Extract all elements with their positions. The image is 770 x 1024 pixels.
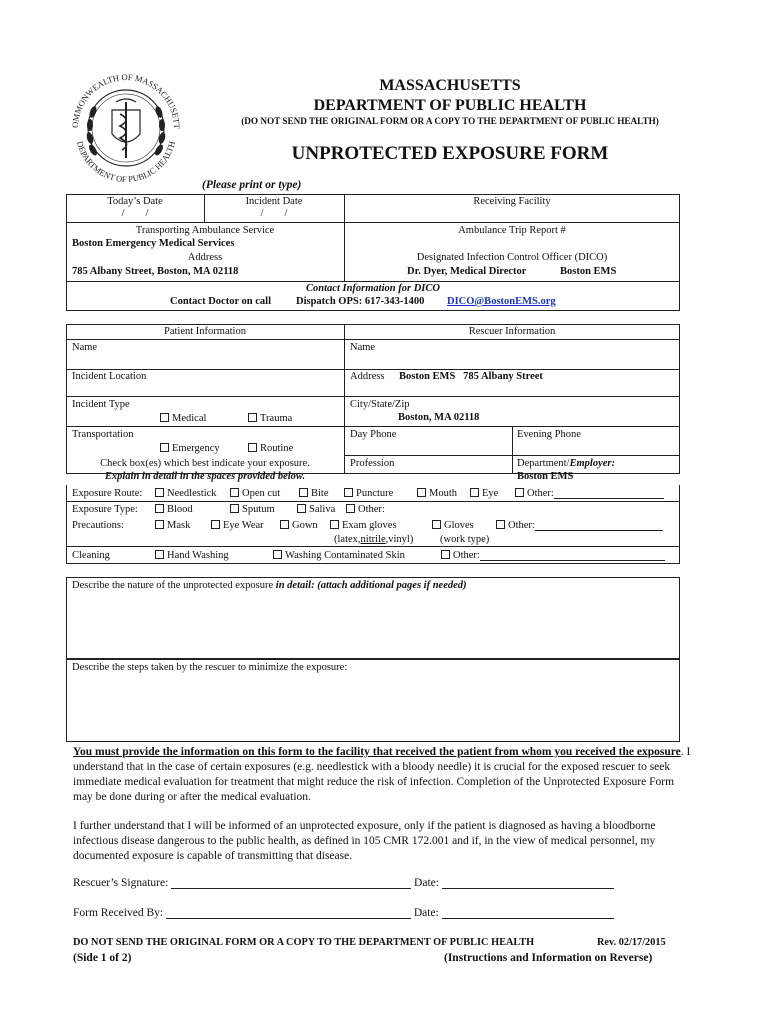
type-other[interactable] [346,504,385,515]
precaution-gloves[interactable] [432,520,474,531]
precaution-other[interactable] [496,520,663,531]
cleaning-label: Cleaning [72,550,110,561]
blood-checkbox[interactable] [155,504,164,513]
eye-checkbox[interactable] [470,488,479,497]
profession-label: Profession [350,458,395,469]
receiving-facility-label: Receiving Facility [473,196,551,207]
mask-label: Mask [167,520,191,531]
address-value: 785 Albany Street, Boston, MA 02118 [72,266,239,277]
cleaning-other-field[interactable] [480,560,665,561]
seal-bottom-text: DEPARTMENT OF PUBLIC HEALTH [74,139,178,185]
employer-value: Boston EMS [517,471,574,482]
eye-wear-label: Eye Wear [223,520,264,531]
department-heading: DEPARTMENT OF PUBLIC HEALTH [313,97,587,114]
address-label: Address [187,252,223,263]
cleaning-washing-skin[interactable] [273,550,405,561]
route-other-label: Other: [527,488,554,499]
hand-washing-label: Hand Washing [167,550,229,561]
bite-label: Bite [311,488,329,499]
saliva-label: Saliva [309,504,336,515]
gloves-label: Gloves [444,520,474,531]
saliva-checkbox[interactable] [297,504,306,513]
medical-label: Medical [172,413,207,424]
transportation-label: Transportation [72,429,134,440]
route-other[interactable] [515,488,664,499]
routine-checkbox[interactable] [248,443,257,452]
incident-location-label: Incident Location [72,371,147,382]
sputum-label: Sputum [242,504,275,515]
gown-label: Gown [292,520,318,531]
patient-name-label: Name [72,342,98,353]
precaution-other-label: Other: [508,520,535,531]
contact-heading: Contact Information for DICO [306,283,440,294]
state-heading: MASSACHUSETTS [379,77,521,94]
mask-checkbox[interactable] [155,520,164,529]
route-eye[interactable] [470,488,498,499]
eye-label: Eye [482,488,499,499]
incident-date-field[interactable]: / / [260,208,288,219]
precaution-mask[interactable] [155,520,190,531]
route-puncture[interactable] [344,488,393,499]
blood-label: Blood [167,504,193,515]
todays-date-field[interactable]: / / [121,208,149,219]
rescuer-info-header: Rescuer Information [468,326,556,337]
exposure-route-label: Exposure Route: [72,488,143,499]
gloves-material-note: (latex,nitrile,vinyl) [334,534,414,545]
work-type-note: (work type) [440,534,490,545]
type-blood[interactable] [155,504,193,515]
emergency-option[interactable] [160,443,220,454]
route-mouth[interactable] [417,488,457,499]
route-open-cut[interactable] [230,488,280,499]
trauma-option[interactable] [248,413,292,424]
incident-date-label: Incident Date [245,196,303,207]
needlestick-label: Needlestick [167,488,217,499]
received-by-field[interactable] [166,918,411,919]
state-seal [60,62,192,194]
rescuer-name-label: Name [350,342,376,353]
puncture-checkbox[interactable] [344,488,353,497]
seal-top-text: OMMONWEALTH OF MASSACHUSETT [69,71,183,130]
explain-note: Explain in detail in the spaces provided below. [104,471,306,482]
route-bite[interactable] [299,488,329,499]
rescuer-address-label: Address [350,371,385,382]
nature-description-label: Describe the nature of the unprotected exposure in detail: (attach additional pages if needed) [72,580,467,591]
rescuer-date-field[interactable] [442,888,614,889]
rescuer-signature-row [73,877,614,889]
dico-email-link[interactable]: DICO@BostonEMS.org [447,296,556,307]
received-date-field[interactable] [442,918,614,919]
dispatch-phone: Dispatch OPS: 617-343-1400 [296,296,425,307]
mouth-label: Mouth [429,488,458,499]
sputum-checkbox[interactable] [230,504,239,513]
precaution-other-field[interactable] [535,530,663,531]
trauma-label: Trauma [260,413,293,424]
dico-name: Dr. Dyer, Medical Director [407,266,527,277]
precaution-gown[interactable] [280,520,318,531]
side-indicator: (Side 1 of 2) [73,952,132,964]
received-by-row [73,907,614,919]
transport-service-label: Transporting Ambulance Service [135,225,275,236]
dico-label: Designated Infection Control Officer (DICO) [416,252,608,263]
todays-date-label: Today’s Date [107,196,163,207]
gloves-checkbox[interactable] [432,520,441,529]
bite-checkbox[interactable] [299,488,308,497]
incident-type-label: Incident Type [72,399,130,410]
eye-wear-checkbox[interactable] [211,520,220,529]
exposure-type-label: Exposure Type: [72,504,138,515]
precaution-exam-gloves[interactable] [330,520,397,531]
print-note: (Please print or type) [202,179,302,191]
route-other-checkbox[interactable] [515,488,524,497]
page-title: UNPROTECTED EXPOSURE FORM [291,143,609,164]
rescuer-date-label: Date: [414,877,439,889]
rescuer-signature-field[interactable] [171,888,411,889]
city-label: City/State/Zip [350,399,410,410]
type-sputum[interactable] [230,504,275,515]
city-value: Boston, MA 02118 [398,412,480,423]
contact-doctor: Contact Doctor on call [170,296,271,307]
exam-gloves-checkbox[interactable] [330,520,339,529]
needlestick-checkbox[interactable] [155,488,164,497]
hand-washing-checkbox[interactable] [155,550,164,559]
department-employer-label: Department/Employer: [517,458,615,469]
day-phone-label: Day Phone [350,429,397,440]
exam-gloves-label: Exam gloves [342,520,397,531]
trauma-checkbox[interactable] [248,413,257,422]
cleaning-other-label: Other: [453,550,480,561]
steps-description-label: Describe the steps taken by the rescuer to minimize the exposure: [72,662,348,673]
reverse-note: (Instructions and Information on Reverse) [444,952,653,964]
cleaning-other[interactable] [441,550,665,561]
footer-notice: DO NOT SEND THE ORIGINAL FORM OR A COPY TO THE DEPARTMENT OF PUBLIC HEALTH [73,937,535,948]
gown-checkbox[interactable] [280,520,289,529]
routine-label: Routine [260,443,294,454]
type-saliva[interactable] [297,504,335,515]
medical-checkbox[interactable] [160,413,169,422]
mouth-checkbox[interactable] [417,488,426,497]
type-other-label: Other: [358,504,385,515]
open-cut-label: Open cut [242,488,281,499]
open-cut-checkbox[interactable] [230,488,239,497]
statement-paragraph-1: You must provide the information on this form to the facility that received the patient from whom you received the exposure. I understand that in the case of certain exposures (e.g. needlestick with a bloody needle) it is crucial for the exposed rescuer to seek immediate medical evaluation for treatment that might reduce the risk of infection. Completion of the Unprotected Exposure Form may be done during or after the medical evaluation. [73,746,691,803]
received-by-label: Form Received By: [73,907,164,919]
washing-skin-checkbox[interactable] [273,550,282,559]
emergency-checkbox[interactable] [160,443,169,452]
evening-phone-label: Evening Phone [517,429,581,440]
precautions-label: Precautions: [72,520,124,531]
dico-org: Boston EMS [560,266,617,277]
statement-paragraph-2: I further understand that I will be informed of an unprotected exposure, only if the patient is diagnosed as having a bloodborne infectious disease dangerous to the public health, as defined in 105 CMR 172.001 and if, in the view of medical personnel, my documented exposure is capable of transmitting that disease. [73,820,656,862]
cleaning-other-checkbox[interactable] [441,550,450,559]
transport-service-value: Boston Emergency Medical Services [72,238,235,249]
check-note: Check box(es) which best indicate your exposure. [100,458,310,469]
route-needlestick[interactable] [155,488,217,499]
puncture-label: Puncture [356,488,394,499]
trip-report-label: Ambulance Trip Report # [458,225,566,236]
header-notice: (DO NOT SEND THE ORIGINAL FORM OR A COPY TO THE DEPARTMENT OF PUBLIC HEALTH) [241,116,659,126]
revision-date: Rev. 02/17/2015 [597,937,666,948]
patient-info-header: Patient Information [164,326,246,337]
precaution-other-checkbox[interactable] [496,520,505,529]
precaution-eye-wear[interactable] [211,520,264,531]
rescuer-signature-label: Rescuer’s Signature: [73,877,169,889]
type-other-checkbox[interactable] [346,504,355,513]
rescuer-address-value: Boston EMS 785 Albany Street [399,371,543,382]
emergency-label: Emergency [172,443,220,454]
route-other-field[interactable] [554,498,664,499]
received-date-label: Date: [413,907,439,919]
cleaning-hand-washing[interactable] [155,550,229,561]
washing-skin-label: Washing Contaminated Skin [285,550,405,561]
medical-option[interactable] [160,413,206,424]
routine-option[interactable] [248,443,293,454]
